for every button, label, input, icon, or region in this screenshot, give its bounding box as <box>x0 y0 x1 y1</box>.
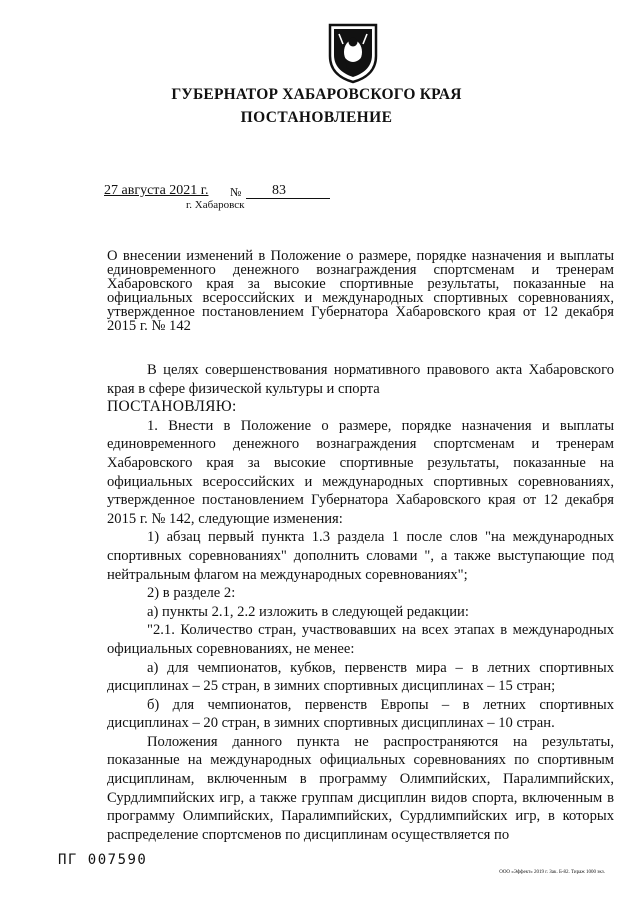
form-code: ПГ 007590 <box>58 852 148 868</box>
document-subject: О внесении изменений в Положение о размере, порядке назначения и выплаты единовременного денежного вознаграждения спортсменам и тренерам Хабаровского края за высокие спортивные результаты, показанные на официальных всероссийских и международных спортивных соревнованиях, утвержденное постановлением Губернатора Хабаровского края от 12 декабря 2015 г. № 142 <box>107 248 614 334</box>
body-paragraph: Положения данного пункта не распространяются на результаты, показанные на международных официальных соревнованиях по спортивным дисциплинам, включенным в программу Олимпийских, Паралимпийских, Сурдлимпийских игр, а также группам дисциплин видов спорта, включенным в программу Олимпийских, Паралимпийских, Сурдлимпийских игр, в которых распределение спортсменов по дисциплинам осуществляется по <box>107 733 614 843</box>
governor-title: ГУБЕРНАТОР ХАБАРОВСКОГО КРАЯ <box>171 86 462 103</box>
body-paragraph: 1. Внести в Положение о размере, порядке назначения и выплаты единовременного денежного вознаграждения спортсменам и тренерам Хабаровского края за высокие спортивные результаты, показанные на официальных всероссийских и международных спортивных соревнованиях, утвержденное постановлением Губернатора Хабаровского края от 12 декабря 2015 г. № 142, следующие изменения: <box>107 417 614 527</box>
body-paragraph: "2.1. Количество стран, участвовавших на всех этапах в международных официальных соревнованиях, не менее: <box>107 622 614 657</box>
document-type: ПОСТАНОВЛЕНИЕ <box>240 109 393 126</box>
document-body <box>107 361 614 844</box>
preamble-paragraph: В целях совершенствования нормативного правового акта Хабаровского края в сфере физической культуры и спорта <box>107 362 614 397</box>
body-paragraph: 2) в разделе 2: <box>147 585 236 602</box>
document-city: г. Хабаровск <box>186 199 245 211</box>
number-underline <box>246 198 330 199</box>
printer-imprint: ООО «Эффект» 2019 г. Зак. Б-82. Тираж 1000 экз. <box>499 870 605 875</box>
body-paragraph: а) пункты 2.1, 2.2 изложить в следующей редакции: <box>147 603 469 620</box>
body-paragraph: б) для чемпионатов, первенств Европы – в летних спортивных дисциплинах – 20 стран, в зимних спортивных дисциплинах – 10 стран. <box>107 696 614 732</box>
document-date: 27 августа 2021 г. <box>104 183 209 198</box>
body-paragraph: 1) абзац первый пункта 1.3 раздела 1 после слов "на международных спортивных соревнованиях" дополнить словами ", а также выступающие под нейтральным флагом на международных соревнованиях"; <box>107 529 614 583</box>
document-number: 83 <box>272 183 286 198</box>
body-paragraph: а) для чемпионатов, кубков, первенств мира – в летних спортивных дисциплинах – 25 стран, в зимних спортивных дисциплинах – 15 стран; <box>107 659 614 695</box>
coat-of-arms-emblem <box>326 22 380 84</box>
number-sign: № <box>230 185 242 199</box>
decree-heading: ПОСТАНОВЛЯЮ: <box>107 398 237 416</box>
